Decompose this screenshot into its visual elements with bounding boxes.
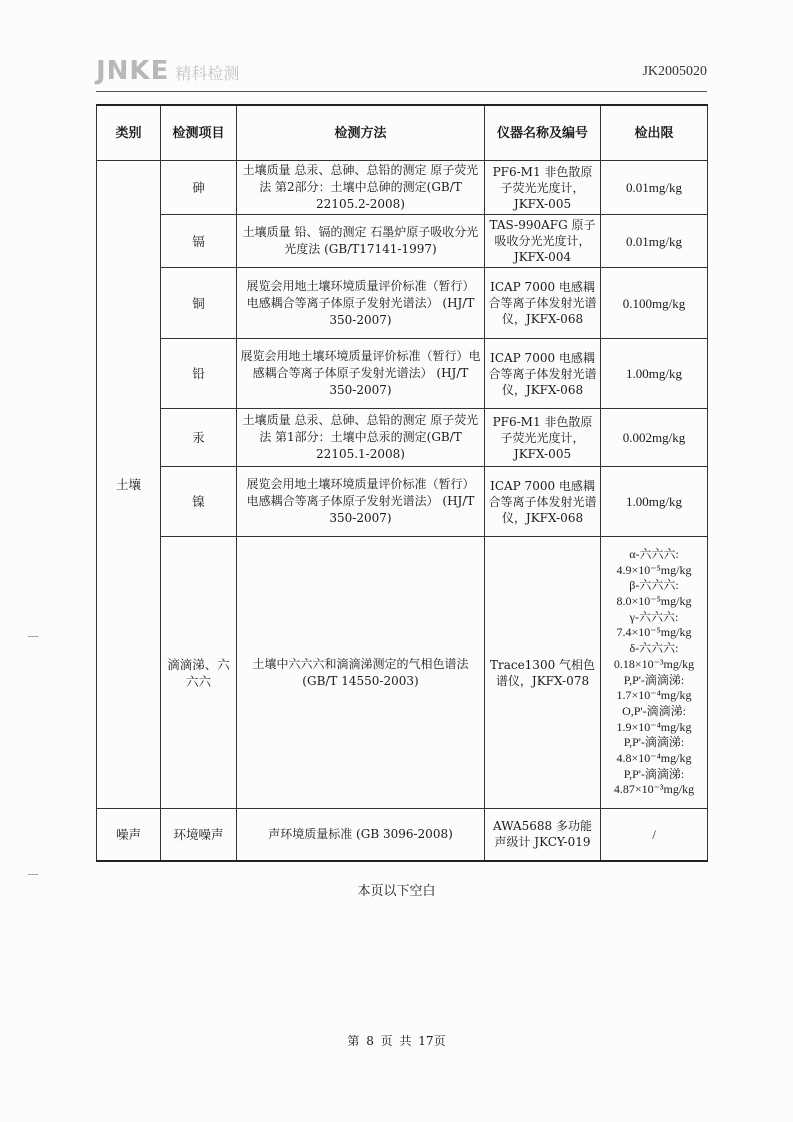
table-row [97, 467, 708, 537]
logo-subtext: 精科检测 [175, 64, 240, 83]
instrument-cell: ICAP 7000 电感耦合等离子体发射光谱仪，JKFX-068 [485, 339, 601, 409]
detection-limit-cell: 0.002mg/kg [601, 409, 708, 467]
limit-label: γ-六六六: [629, 609, 679, 624]
column-header-item: 检测项目 [161, 105, 237, 161]
limit-label: P,P'-滴滴涕: [623, 766, 685, 781]
header-divider [96, 91, 707, 92]
company-logo [96, 56, 266, 86]
logo-text: JNKE [96, 56, 170, 86]
limit-label: α-六六六: [629, 546, 679, 561]
instrument-cell: ICAP 7000 电感耦合等离子体发射光谱仪，JKFX-068 [485, 467, 601, 537]
limit-label: P,P'-滴滴涕: [623, 735, 685, 750]
limit-value: 1.9×10⁻⁴mg/kg [616, 719, 692, 734]
item-cell: 镍 [161, 467, 237, 537]
detection-limit-cell: 0.01mg/kg [601, 161, 708, 215]
limit-value: 8.0×10⁻⁵mg/kg [616, 593, 692, 608]
document-number: JK2005020 [642, 64, 707, 79]
detection-limit-list [601, 537, 708, 809]
method-cell: 展览会用地土壤环境质量评价标准（暂行）电感耦合等离子体原子发射光谱法） (HJ/T 350-2007) [237, 339, 485, 409]
limit-label: δ-六六六: [629, 641, 679, 656]
blank-below-note: 本页以下空白 [357, 884, 436, 899]
detection-limit-cell: 0.100mg/kg [601, 268, 708, 339]
method-cell: 声环境质量标准 (GB 3096-2008) [237, 809, 485, 861]
table-header-row [97, 105, 708, 161]
detection-limit-cell: 1.00mg/kg [601, 467, 708, 537]
method-cell: 展览会用地土壤环境质量评价标准（暂行） 电感耦合等离子体原子发射光谱法） (HJ/T 350-2007) [237, 268, 485, 339]
instrument-cell: TAS-990AFG 原子吸收分光光度计，JKFX-004 [485, 215, 601, 268]
item-cell: 汞 [161, 409, 237, 467]
column-header-category: 类别 [97, 105, 161, 161]
item-cell: 砷 [161, 161, 237, 215]
instrument-cell: ICAP 7000 电感耦合等离子体发射光谱仪，JKFX-068 [485, 268, 601, 339]
margin-mark [28, 636, 38, 637]
margin-mark [28, 874, 38, 875]
limit-value: 0.18×10⁻³mg/kg [613, 656, 695, 671]
table-row [97, 537, 708, 809]
table-row [97, 268, 708, 339]
method-cell: 展览会用地土壤环境质量评价标准（暂行） 电感耦合等离子体原子发射光谱法） (HJ/T 350-2007) [237, 467, 485, 537]
limit-value: 1.7×10⁻⁴mg/kg [616, 688, 692, 703]
item-cell: 滴滴涕、六六六 [161, 537, 237, 809]
table-row [97, 161, 708, 215]
limit-value: 4.8×10⁻⁴mg/kg [616, 751, 692, 766]
instrument-cell: AWA5688 多功能声级计 JKCY-019 [485, 809, 601, 861]
instrument-cell: PF6-M1 非色散原子荧光光度计，JKFX-005 [485, 409, 601, 467]
limit-value: 4.87×10⁻³mg/kg [613, 782, 695, 797]
instrument-cell: PF6-M1 非色散原子荧光光度计，JKFX-005 [485, 161, 601, 215]
table-row [97, 409, 708, 467]
table-row [97, 809, 708, 861]
limit-label: O,P'-滴滴涕: [622, 703, 686, 718]
method-cell: 土壤质量 总汞、总砷、总铅的测定 原子荧光法 第1部分：土壤中总汞的测定(GB/T 22105.1-2008) [237, 409, 485, 467]
column-header-instrument: 仪器名称及编号 [485, 105, 601, 161]
detection-limit-cell: 1.00mg/kg [601, 339, 708, 409]
item-cell: 铅 [161, 339, 237, 409]
test-methods-table [96, 104, 708, 862]
item-cell: 环境噪声 [161, 809, 237, 861]
limit-value: 4.9×10⁻⁵mg/kg [616, 562, 692, 577]
limit-value: 7.4×10⁻⁵mg/kg [616, 625, 692, 640]
category-cell-noise: 噪声 [97, 809, 161, 861]
limit-label: β-六六六: [629, 578, 679, 593]
item-cell: 铜 [161, 268, 237, 339]
detection-limit-cell: 0.01mg/kg [601, 215, 708, 268]
category-cell-soil: 土壤 [97, 161, 161, 809]
limit-label: P,P'-滴滴涕: [623, 672, 685, 687]
table-row [97, 215, 708, 268]
column-header-detection-limit: 检出限 [601, 105, 708, 161]
method-cell: 土壤质量 总汞、总砷、总铅的测定 原子荧光法 第2部分：土壤中总砷的测定(GB/T 22105.2-2008) [237, 161, 485, 215]
instrument-cell: Trace1300 气相色谱仪，JKFX-078 [485, 537, 601, 809]
item-cell: 镉 [161, 215, 237, 268]
detection-limit-cell: / [601, 809, 708, 861]
page-number: 第 8 页 共 17页 [347, 1034, 446, 1048]
column-header-method: 检测方法 [237, 105, 485, 161]
method-cell: 土壤中六六六和滴滴涕测定的气相色谱法 (GB/T 14550-2003) [237, 537, 485, 809]
table-row [97, 339, 708, 409]
method-cell: 土壤质量 铅、镉的测定 石墨炉原子吸收分光光度法 (GB/T17141-1997) [237, 215, 485, 268]
